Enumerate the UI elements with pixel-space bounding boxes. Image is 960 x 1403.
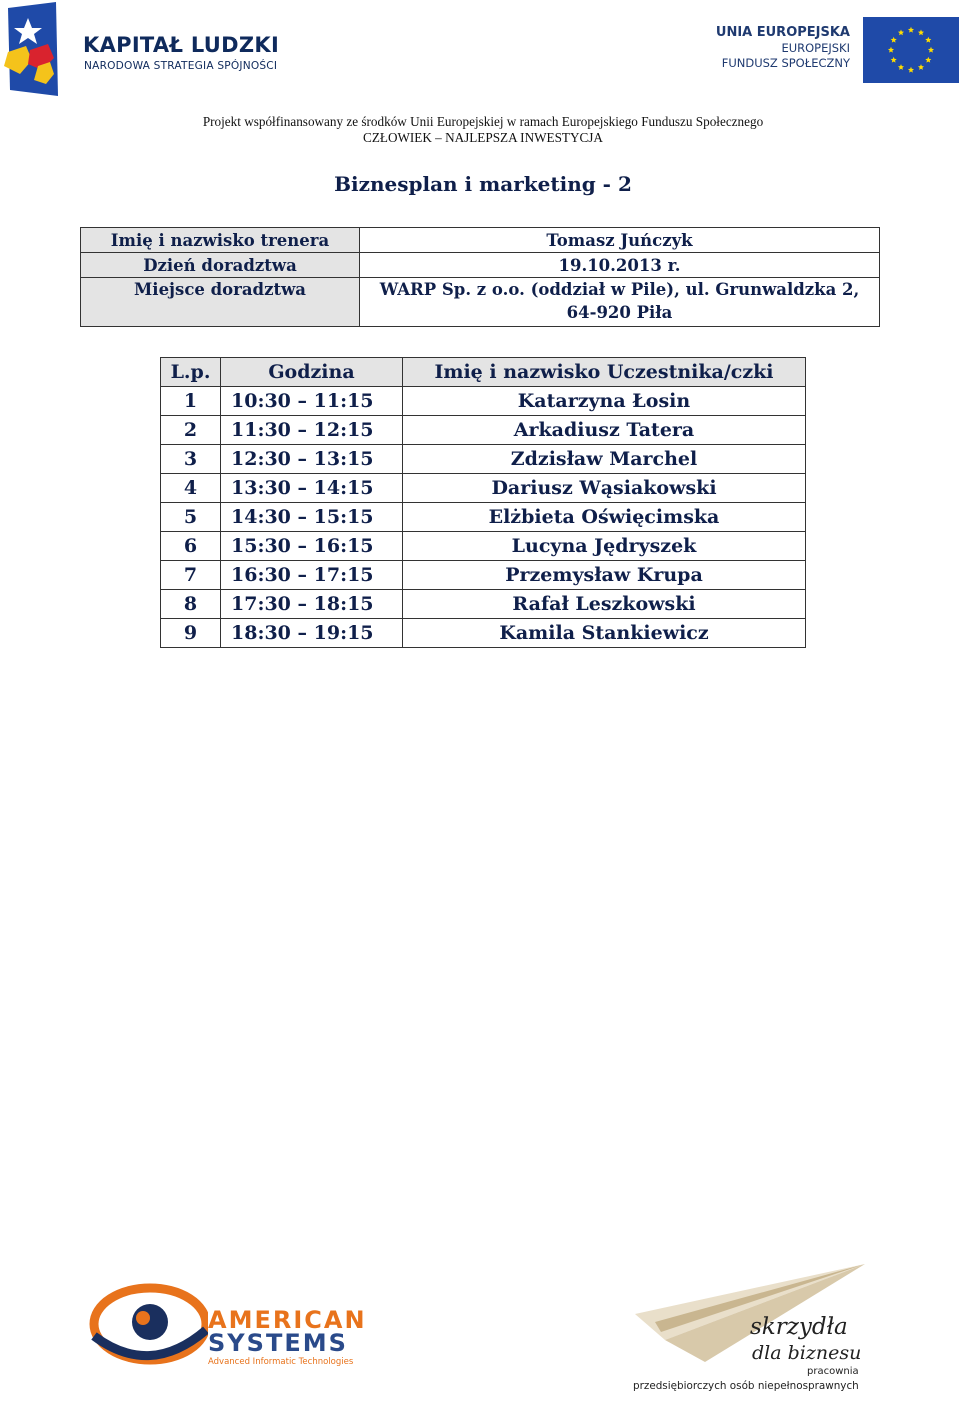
american-systems-line2: SYSTEMS <box>208 1329 348 1357</box>
column-header-name: Imię i nazwisko Uczestnika/czki <box>403 358 806 387</box>
schedule-table <box>160 357 806 648</box>
row-number: 4 <box>161 474 221 503</box>
table-row <box>161 387 806 416</box>
row-number: 5 <box>161 503 221 532</box>
info-value-place-line1: WARP Sp. z o.o. (oddział w Pile), ul. Grunwaldzka 2, <box>379 280 860 299</box>
row-number: 3 <box>161 445 221 474</box>
kapital-ludzki-title: KAPITAŁ LUDZKI <box>83 33 280 57</box>
row-number: 1 <box>161 387 221 416</box>
row-time: 18:30 – 19:15 <box>221 619 403 648</box>
row-number: 2 <box>161 416 221 445</box>
row-time: 12:30 – 13:15 <box>221 445 403 474</box>
kapital-ludzki-logo <box>0 0 300 100</box>
row-time: 10:30 – 11:15 <box>221 387 403 416</box>
row-number: 7 <box>161 561 221 590</box>
table-row <box>161 445 806 474</box>
row-time: 17:30 – 18:15 <box>221 590 403 619</box>
info-value-date: 19.10.2013 r. <box>360 253 880 278</box>
row-number: 8 <box>161 590 221 619</box>
table-row <box>161 474 806 503</box>
table-row <box>161 416 806 445</box>
info-value-place-line2: 64-920 Piła <box>566 303 673 322</box>
info-value-place <box>360 278 880 327</box>
eu-logo-line3: FUNDUSZ SPOŁECZNY <box>721 56 850 70</box>
column-header-lp: L.p. <box>161 358 221 387</box>
skrzydla-logo <box>625 1262 960 1403</box>
row-participant: Rafał Leszkowski <box>403 590 806 619</box>
schedule-header-row <box>161 358 806 387</box>
row-participant: Zdzisław Marchel <box>403 445 806 474</box>
project-cofinancing-note: Projekt współfinansowany ze środków Unii Europejskiej w ramach Europejskiego Funduszu Społecznego <box>202 114 764 129</box>
row-time: 13:30 – 14:15 <box>221 474 403 503</box>
column-header-time: Godzina <box>221 358 403 387</box>
info-label-trainer: Imię i nazwisko trenera <box>81 228 360 253</box>
info-row-place <box>81 278 880 327</box>
info-value-trainer: Tomasz Juńczyk <box>360 228 880 253</box>
info-label-place: Miejsce doradztwa <box>81 278 360 327</box>
eu-logo-line1: UNIA EUROPEJSKA <box>715 25 850 40</box>
kapital-ludzki-subtitle: NARODOWA STRATEGIA SPÓJNOŚCI <box>84 60 278 72</box>
eu-flag-icon <box>863 17 959 83</box>
skrzydla-line3: pracownia <box>807 1366 859 1377</box>
american-systems-tagline: Advanced Informatic Technologies <box>208 1357 354 1367</box>
info-row-date <box>81 253 880 278</box>
info-row-trainer <box>81 228 880 253</box>
info-label-date: Dzień doradztwa <box>81 253 360 278</box>
info-table <box>80 227 880 327</box>
kapital-ludzki-emblem-icon <box>0 0 80 100</box>
page-title: Biznesplan i marketing - 2 <box>334 172 632 196</box>
row-time: 16:30 – 17:15 <box>221 561 403 590</box>
skrzydla-line2: dla biznesu <box>752 1342 862 1364</box>
table-row <box>161 561 806 590</box>
row-participant: Elżbieta Oświęcimska <box>403 503 806 532</box>
row-number: 6 <box>161 532 221 561</box>
row-participant: Dariusz Wąsiakowski <box>403 474 806 503</box>
american-systems-line1: AMERICAN <box>208 1306 367 1334</box>
row-time: 14:30 – 15:15 <box>221 503 403 532</box>
row-participant: Przemysław Krupa <box>403 561 806 590</box>
skrzydla-line1: skrzydła <box>750 1314 848 1340</box>
row-time: 11:30 – 12:15 <box>221 416 403 445</box>
american-systems-logo <box>88 1278 378 1373</box>
row-time: 15:30 – 16:15 <box>221 532 403 561</box>
table-row <box>161 619 806 648</box>
row-participant: Arkadiusz Tatera <box>403 416 806 445</box>
row-number: 9 <box>161 619 221 648</box>
row-participant: Kamila Stankiewicz <box>403 619 806 648</box>
row-participant: Lucyna Jędryszek <box>403 532 806 561</box>
table-row <box>161 590 806 619</box>
american-systems-eye-icon <box>88 1278 208 1373</box>
table-row <box>161 503 806 532</box>
table-row <box>161 532 806 561</box>
project-slogan: CZŁOWIEK – NAJLEPSZA INWESTYCJA <box>363 130 603 145</box>
eu-logo <box>700 14 960 84</box>
row-participant: Katarzyna Łosin <box>403 387 806 416</box>
skrzydla-line4: przedsiębiorczych osób niepełnosprawnych <box>633 1380 859 1392</box>
eu-logo-line2: EUROPEJSKI <box>781 41 850 55</box>
